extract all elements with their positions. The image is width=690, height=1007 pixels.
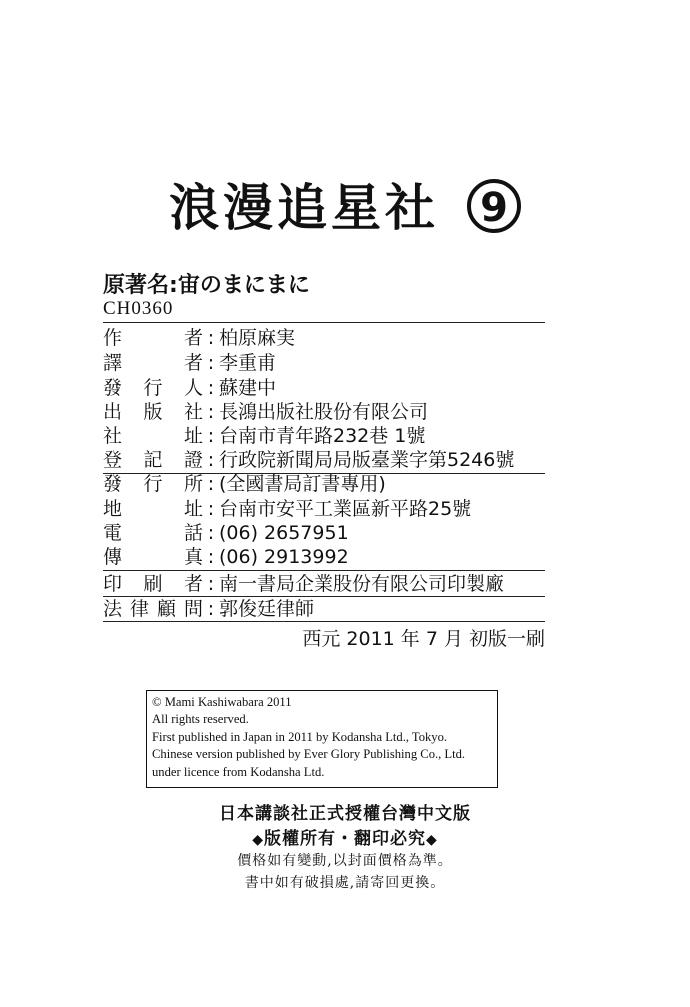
original-title: 原著名:宙のまにまに [103, 273, 310, 298]
price-notice: 價格如有變動,以封面價格為準。 [237, 853, 453, 869]
copyright-line: First published in Japan in 2011 by Kodansha Ltd., Tokyo. [152, 729, 448, 744]
credit-value: (06) 2913992 [219, 546, 349, 568]
credit-label: 地址 [103, 498, 203, 520]
credit-label: 電話 [103, 522, 203, 544]
credit-label: 出版社 [103, 401, 203, 423]
credit-value: (06) 2657951 [219, 522, 349, 544]
credit-label: 登記證 [103, 449, 203, 471]
damage-notice: 書中如有破損處,請寄回更換。 [244, 875, 446, 891]
credit-row-publisher-person: 發行人 : 蘇建中 [103, 377, 277, 399]
credit-label: 發行人 [103, 377, 203, 399]
credit-value: 南一書局企業股份有限公司印製廠 [219, 573, 505, 595]
copyright-line: Chinese version published by Ever Glory Publishing Co., Ltd. [152, 747, 466, 762]
credit-value: 長鴻出版社股份有限公司 [219, 401, 429, 423]
credit-label: 社址 [103, 425, 203, 447]
credit-row-address: 社址 : 台南市青年路232巷 1號 [103, 425, 426, 447]
credit-value: 郭俊廷律師 [219, 598, 315, 620]
credit-value: 台南市青年路232巷 1號 [219, 425, 426, 447]
credit-label: 印刷者 [103, 573, 203, 595]
rights-notice-line [0, 824, 690, 849]
credit-label: 傳真 [103, 546, 203, 568]
credit-value: 柏原麻実 [219, 327, 296, 349]
credit-row-printer: 印刷者 : 南一書局企業股份有限公司印製廠 [103, 573, 505, 595]
diamond-bullet-icon: ◆ [426, 832, 438, 848]
edition-date: 西元 2011 年 7 月 初版一刷 [302, 628, 545, 650]
credit-label: 作者 [103, 327, 203, 349]
credit-row-fax: 傳真 : (06) 2913992 [103, 546, 349, 568]
original-title-value: 宙のまにまに [177, 273, 310, 298]
original-title-label: 原著名 [103, 273, 170, 298]
copyright-line: © Mami Kashiwabara 2011 [152, 695, 292, 709]
divider [103, 570, 545, 571]
credit-row-translator: 譯者 : 李重甫 [103, 352, 277, 374]
divider [103, 322, 545, 323]
book-title [0, 168, 690, 240]
catalog-code: CH0360 [103, 298, 174, 319]
credit-row-distributor: 發行所 : (全國書局訂書專用) [103, 473, 386, 495]
credit-row-distributor-address: 地址 : 台南市安平工業區新平路25號 [103, 498, 472, 520]
credit-row-author: 作者 : 柏原麻実 [103, 327, 296, 349]
credit-row-phone: 電話 : (06) 2657951 [103, 522, 349, 544]
book-title-text: 浪漫追星社 [169, 179, 439, 237]
diamond-bullet-icon: ◆ [252, 832, 264, 848]
credit-row-legal-advisor: 法律顧問 : 郭俊廷律師 [103, 598, 315, 620]
copyright-box [146, 690, 498, 788]
rights-notice: 版權所有・翻印必究 [264, 829, 426, 849]
credit-label: 譯者 [103, 352, 203, 374]
credit-label: 發行所 [103, 473, 203, 495]
credit-row-registration: 登記證 : 行政院新聞局局版臺業字第5246號 [103, 449, 515, 471]
credit-value: 蘇建中 [219, 377, 277, 399]
divider [103, 621, 545, 622]
credit-value: 台南市安平工業區新平路25號 [219, 498, 472, 520]
copyright-line: All rights reserved. [152, 712, 249, 727]
credit-value: 李重甫 [219, 352, 277, 374]
license-notice: 日本講談社正式授權台灣中文版 [219, 804, 471, 824]
credit-label: 法律顧問 [103, 598, 203, 620]
credit-value: 行政院新聞局局版臺業字第5246號 [219, 449, 515, 471]
copyright-line: under licence from Kodansha Ltd. [152, 764, 325, 779]
credit-value: (全國書局訂書專用) [219, 473, 386, 495]
volume-number: 9 [467, 179, 521, 233]
credit-row-publisher: 出版社 : 長鴻出版社股份有限公司 [103, 401, 429, 423]
